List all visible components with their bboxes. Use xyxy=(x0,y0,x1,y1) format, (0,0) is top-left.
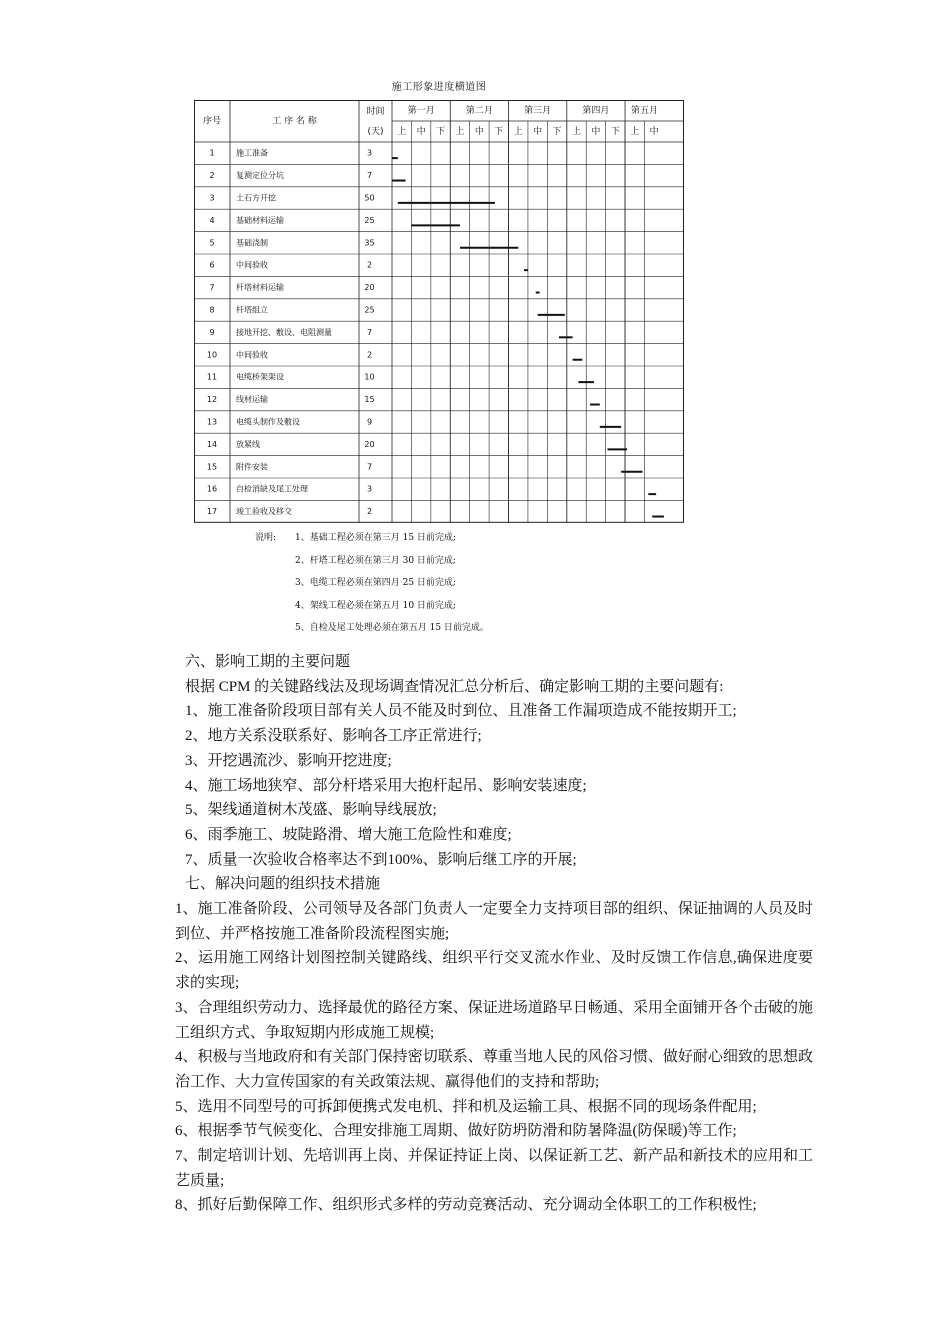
month-header: 第五月 xyxy=(630,106,658,116)
period-header: 中 xyxy=(649,127,659,137)
section6-item-1: 1、施工准备阶段项目部有关人员不能及时到位、且准备工作漏项造成不能按期开工; xyxy=(185,703,737,720)
task-number: 10 xyxy=(206,350,218,360)
month-header: 第四月 xyxy=(582,106,610,116)
period-header: 中 xyxy=(533,127,543,137)
task-name: 土石方开挖 xyxy=(236,193,276,203)
task-name: 复测定位分坑 xyxy=(236,171,284,181)
section6-item-4: 4、施工场地狭窄、部分杆塔采用大抱杆起吊、影响安装速度; xyxy=(185,777,587,794)
note-item: 2、杆塔工程必须在第三月 30 日前完成; xyxy=(295,555,456,566)
section7-item-1: 1、施工准备阶段、公司领导及各部门负责人一定要全力支持项目部的组织、保证抽调的人员及时到位、并严格按施工准备阶段流程图实施; xyxy=(175,901,813,942)
task-name: 杆塔材料运输 xyxy=(236,283,284,293)
section6-item-6: 6、雨季施工、坡陡路滑、增大施工危险性和难度; xyxy=(185,826,512,843)
task-duration: 7 xyxy=(366,327,373,337)
task-duration: 7 xyxy=(366,462,373,472)
task-duration: 20 xyxy=(364,439,375,449)
task-name: 放紧线 xyxy=(236,439,260,449)
task-number: 16 xyxy=(206,484,218,494)
task-duration: 25 xyxy=(364,305,375,315)
task-number: 7 xyxy=(209,283,215,293)
month-header: 第一月 xyxy=(407,106,435,116)
section6-item-7: 7、质量一次验收合格率达不到100%、影响后继工序的开展; xyxy=(185,851,577,868)
section6-heading: 六、影响工期的主要问题 xyxy=(185,654,351,670)
section7-item-8: 8、抓好后勤保障工作、组织形式多样的劳动竞赛活动、充分调动全体职工的工作积极性; xyxy=(175,1197,757,1214)
period-header: 上 xyxy=(630,127,640,137)
task-name: 杆塔组立 xyxy=(236,305,268,315)
section6-intro: 根据 CPM 的关键路线法及现场调查情况汇总分析后、确定影响工期的主要问题有: xyxy=(185,678,724,695)
section7-heading: 七、解决问题的组织技术措施 xyxy=(185,876,381,893)
task-duration: 7 xyxy=(366,171,373,181)
task-name: 中间验收 xyxy=(236,350,268,360)
section7-item-3: 3、合理组织劳动力、选择最优的路径方案、保证进场道路早日畅通、采用全面铺开各个击破的施工组织方式、争取短期内形成施工规模; xyxy=(175,999,813,1041)
chart-notes xyxy=(255,527,489,640)
note-row-3 xyxy=(255,572,489,595)
section7-item-2: 2、运用施工网络计划图控制关键路线、组织平行交叉流水作业、及时反馈工作信息,确保进度要求的实现; xyxy=(175,950,813,992)
period-header: 上 xyxy=(513,127,523,137)
task-name: 基础材料运输 xyxy=(236,215,284,225)
task-name: 竣工验收及移交 xyxy=(236,507,292,517)
period-header: 下 xyxy=(610,127,620,137)
notes-label: 说明: xyxy=(255,533,277,543)
document-body xyxy=(145,650,813,1218)
period-header: 上 xyxy=(455,127,465,137)
section7-item-5: 5、选用不同型号的可拆卸便携式发电机、拌和机及运输工具、根据不同的现场条件配用; xyxy=(175,1098,757,1115)
section6-item-3: 3、开挖遇流沙、影响开挖进度; xyxy=(185,752,392,769)
section7-item-6: 6、根据季节气候变化、合理安排施工周期、做好防坍防滑和防暑降温(防保暖)等工作; xyxy=(175,1123,737,1140)
note-row-2 xyxy=(255,550,489,573)
task-duration: 9 xyxy=(366,417,373,427)
task-duration: 50 xyxy=(364,193,375,203)
period-header: 中 xyxy=(474,127,484,137)
period-header: 上 xyxy=(397,127,407,137)
task-duration: 35 xyxy=(364,238,375,248)
task-duration: 2 xyxy=(366,260,373,270)
task-duration: 20 xyxy=(364,283,375,293)
task-duration: 2 xyxy=(366,507,373,517)
note-row-4 xyxy=(255,595,489,618)
task-duration: 25 xyxy=(364,215,375,225)
task-duration: 2 xyxy=(366,350,373,360)
task-number: 1 xyxy=(209,148,215,158)
task-name: 电缆桥架架设 xyxy=(236,372,284,382)
period-header: 上 xyxy=(571,127,581,137)
task-number: 6 xyxy=(209,260,215,270)
period-header: 下 xyxy=(494,127,504,137)
gantt-chart xyxy=(194,100,684,523)
note-item: 4、架线工程必须在第五月 10 日前完成; xyxy=(295,600,456,611)
task-number: 5 xyxy=(209,238,215,248)
task-number: 9 xyxy=(209,327,215,337)
seq-header: 序号 xyxy=(202,116,222,127)
chart-title: 施工形象进度横道图 xyxy=(391,82,487,93)
task-duration: 3 xyxy=(366,484,373,494)
name-header: 工 序 名 称 xyxy=(272,116,317,127)
task-number: 17 xyxy=(206,507,218,517)
task-number: 15 xyxy=(206,462,218,472)
task-number: 14 xyxy=(206,439,218,449)
month-header: 第二月 xyxy=(465,106,493,116)
section6-item-5: 5、架线通道树木茂盛、影响导线展放; xyxy=(185,802,437,819)
period-header: 中 xyxy=(591,127,601,137)
note-row-5 xyxy=(255,617,489,640)
duration-unit: (天) xyxy=(367,127,384,137)
task-number: 13 xyxy=(206,417,218,427)
task-name: 接地开挖、敷设、电阻测量 xyxy=(236,327,332,337)
gantt-svg xyxy=(194,100,684,523)
task-name: 线材运输 xyxy=(236,395,268,405)
task-duration: 3 xyxy=(366,148,373,158)
note-item: 1、基础工程必须在第三月 15 日前完成; xyxy=(295,533,456,543)
task-name: 电缆头制作及敷设 xyxy=(236,417,300,427)
task-name: 自检消缺及尾工处理 xyxy=(236,484,308,494)
task-duration: 10 xyxy=(364,372,375,382)
period-header: 下 xyxy=(436,127,446,137)
task-number: 12 xyxy=(206,395,218,405)
task-number: 8 xyxy=(209,305,215,315)
task-number: 11 xyxy=(206,372,218,382)
note-item: 5、自检及尾工处理必须在第五月 15 日前完成。 xyxy=(295,623,489,634)
task-name: 中间验收 xyxy=(236,260,268,270)
note-row-1 xyxy=(255,527,489,550)
task-name: 基础浇制 xyxy=(236,238,268,248)
note-item: 3、电缆工程必须在第四月 25 日前完成; xyxy=(295,578,456,589)
task-number: 4 xyxy=(209,215,215,225)
section7-item-4: 4、积极与当地政府和有关部门保持密切联系、尊重当地人民的风俗习惯、做好耐心细致的思想政治工作、大力宣传国家的有关政策法规、赢得他们的支持和帮助; xyxy=(175,1049,813,1090)
task-name: 附件安装 xyxy=(236,462,268,472)
section7-item-7: 7、制定培训计划、先培训再上岗、并保证持证上岗、以保证新工艺、新产品和新技术的应用和工艺质量; xyxy=(175,1148,813,1189)
task-name: 施工准备 xyxy=(236,148,268,158)
task-duration: 15 xyxy=(364,395,375,405)
task-number: 2 xyxy=(209,171,215,181)
month-header: 第三月 xyxy=(524,106,552,116)
section6-item-2: 2、地方关系没联系好、影响各工序正常进行; xyxy=(185,728,482,745)
task-number: 3 xyxy=(209,193,215,203)
period-header: 下 xyxy=(552,127,562,137)
duration-header: 时间 xyxy=(366,107,385,117)
period-header: 中 xyxy=(416,127,426,137)
